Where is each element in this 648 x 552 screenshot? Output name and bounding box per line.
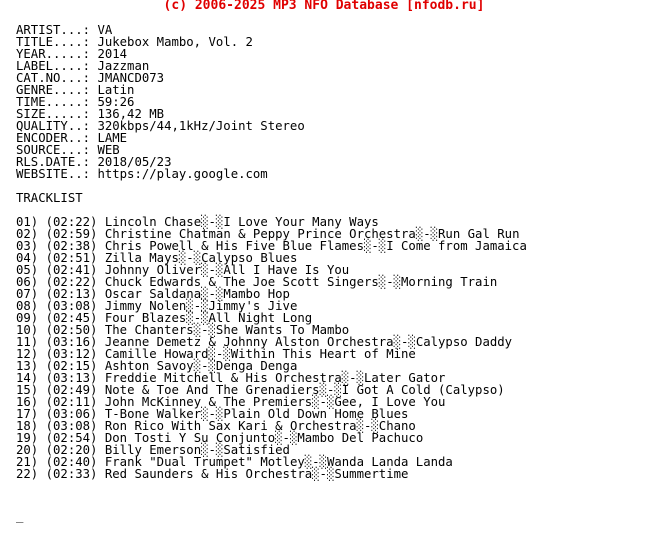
track-time: (03:13) bbox=[45, 371, 98, 385]
track-number: 05) bbox=[16, 263, 39, 277]
copyright-banner: (c) 2006-2025 MP3 NFO Database [nfodb.ru] bbox=[163, 0, 485, 13]
track-separator: ░-░ bbox=[312, 395, 335, 409]
track-separator: ░-░ bbox=[201, 287, 224, 301]
info-key: YEAR.....: bbox=[16, 47, 98, 61]
info-value: 59:26 bbox=[97, 95, 135, 109]
track-time: (02:33) bbox=[45, 467, 98, 481]
info-value: LAME bbox=[97, 131, 128, 145]
track-artist: Billy Emerson bbox=[104, 443, 202, 457]
track-artist: Frank "Dual Trumpet" Motley bbox=[104, 455, 305, 469]
info-value: Jazzman bbox=[97, 59, 150, 73]
track-title: Gee, I Love You bbox=[334, 395, 446, 409]
track-artist: Oscar Saldana bbox=[104, 287, 202, 301]
info-value: https://play.google.com bbox=[97, 167, 268, 181]
track-time: (02:38) bbox=[45, 239, 98, 253]
track-time: (02:59) bbox=[45, 227, 98, 241]
track-time: (02:15) bbox=[45, 359, 98, 373]
track-number: 22) bbox=[16, 467, 39, 481]
track-separator: ░-░ bbox=[312, 467, 335, 481]
track-artist: Don Tosti Y Su Conjunto bbox=[104, 431, 276, 445]
tracklist bbox=[16, 216, 527, 480]
track-number: 20) bbox=[16, 443, 39, 457]
info-value: Jukebox Mambo, Vol. 2 bbox=[97, 35, 253, 49]
track-artist: Ashton Savoy bbox=[104, 359, 194, 373]
track-time: (03:16) bbox=[45, 335, 98, 349]
track-number: 09) bbox=[16, 311, 39, 325]
track-time: (02:40) bbox=[45, 455, 98, 469]
track-time: (02:41) bbox=[45, 263, 98, 277]
track-number: 02) bbox=[16, 227, 39, 241]
track-separator: ░-░ bbox=[186, 299, 209, 313]
track-separator: ░-░ bbox=[201, 263, 224, 277]
track-separator: ░-░ bbox=[178, 251, 202, 265]
info-value: 136,42 MB bbox=[97, 107, 165, 121]
track-time: (03:06) bbox=[45, 407, 98, 421]
track-separator: ░-░ bbox=[363, 239, 387, 253]
track-number: 18) bbox=[16, 419, 39, 433]
track-time: (03:08) bbox=[45, 419, 98, 433]
track-artist: The Chanters bbox=[104, 323, 194, 337]
info-key: TIME.....: bbox=[16, 95, 98, 109]
track-time: (02:22) bbox=[45, 275, 98, 289]
track-artist: John McKinney & The Premiers bbox=[104, 395, 313, 409]
track-artist: Camille Howard bbox=[104, 347, 209, 361]
track-separator: ░-░ bbox=[193, 359, 216, 373]
track-title: She Wants To Mambo bbox=[215, 323, 350, 337]
track-title: Mambo Hop bbox=[223, 287, 290, 301]
info-key: SOURCE...: bbox=[16, 143, 98, 157]
track-number: 06) bbox=[16, 275, 39, 289]
track-number: 10) bbox=[16, 323, 39, 337]
track-time: (02:22) bbox=[45, 215, 98, 229]
track-number: 15) bbox=[16, 383, 39, 397]
info-key: GENRE....: bbox=[16, 83, 98, 97]
track-separator: ░-░ bbox=[201, 407, 224, 421]
track-row bbox=[16, 468, 527, 480]
release-info bbox=[16, 24, 305, 180]
track-time: (02:45) bbox=[45, 311, 98, 325]
track-title: Calypso Daddy bbox=[415, 335, 513, 349]
info-key: LABEL....: bbox=[16, 59, 98, 73]
info-key: WEBSITE..: bbox=[16, 167, 98, 181]
track-artist: Zilla Mays bbox=[104, 251, 179, 265]
tracklist-heading: TRACKLIST bbox=[16, 191, 83, 205]
track-title: Plain Old Down Home Blues bbox=[223, 407, 409, 421]
track-number: 19) bbox=[16, 431, 39, 445]
track-title: Morning Train bbox=[401, 275, 498, 289]
track-separator: ░-░ bbox=[275, 431, 298, 445]
track-title: I Love Your Many Ways bbox=[223, 215, 379, 229]
info-value: Latin bbox=[97, 83, 135, 97]
info-value: 2018/05/23 bbox=[97, 155, 172, 169]
track-number: 08) bbox=[16, 299, 39, 313]
track-artist: Johnny Oliver bbox=[104, 263, 202, 277]
track-time: (02:50) bbox=[45, 323, 98, 337]
info-value: JMANCD073 bbox=[97, 71, 165, 85]
track-time: (02:54) bbox=[45, 431, 98, 445]
track-title: I Got A Cold (Calypso) bbox=[341, 383, 505, 397]
info-key: RLS.DATE.: bbox=[16, 155, 98, 169]
track-title: Satisfied bbox=[223, 443, 290, 457]
track-title: All Night Long bbox=[208, 311, 313, 325]
track-number: 03) bbox=[16, 239, 39, 253]
track-number: 04) bbox=[16, 251, 39, 265]
track-number: 14) bbox=[16, 371, 39, 385]
track-time: (03:12) bbox=[45, 347, 98, 361]
track-separator: ░-░ bbox=[415, 227, 439, 241]
track-title: Later Gator bbox=[364, 371, 446, 385]
track-time: (02:13) bbox=[45, 287, 98, 301]
track-artist: Red Saunders & His Orchestra bbox=[104, 467, 313, 481]
info-key: TITLE....: bbox=[16, 35, 98, 49]
track-separator: ░-░ bbox=[393, 335, 416, 349]
info-key: CAT.NO...: bbox=[16, 71, 98, 85]
track-title: Chano bbox=[378, 419, 416, 433]
track-artist: Freddie Mitchell & His Orchestra bbox=[104, 371, 342, 385]
info-row bbox=[16, 168, 305, 180]
track-title: Wanda Landa Landa bbox=[326, 455, 453, 469]
track-artist: Jimmy Nolen bbox=[104, 299, 187, 313]
info-key: QUALITY..: bbox=[16, 119, 98, 133]
track-time: (02:11) bbox=[45, 395, 98, 409]
track-separator: ░-░ bbox=[201, 215, 224, 229]
track-number: 21) bbox=[16, 455, 39, 469]
track-title: Run Gal Run bbox=[438, 227, 520, 241]
track-separator: ░-░ bbox=[319, 383, 342, 397]
text-cursor: _ bbox=[16, 509, 24, 523]
track-artist: T-Bone Walker bbox=[104, 407, 202, 421]
track-number: 07) bbox=[16, 287, 39, 301]
info-key: ENCODER..: bbox=[16, 131, 98, 145]
track-time: (02:49) bbox=[45, 383, 98, 397]
track-number: 12) bbox=[16, 347, 39, 361]
track-title: Within This Heart of Mine bbox=[230, 347, 416, 361]
track-separator: ░-░ bbox=[356, 419, 379, 433]
track-title: Calypso Blues bbox=[201, 251, 298, 265]
track-number: 01) bbox=[16, 215, 39, 229]
track-title: Denga Denga bbox=[215, 359, 298, 373]
track-title: Summertime bbox=[334, 467, 409, 481]
info-value: WEB bbox=[97, 143, 120, 157]
track-artist: Note & Toe And The Grenadiers bbox=[104, 383, 320, 397]
track-artist: Ron Rico With Sax Kari & Orchestra bbox=[104, 419, 357, 433]
track-artist: Lincoln Chase bbox=[104, 215, 202, 229]
track-separator: ░-░ bbox=[208, 347, 231, 361]
track-artist: Chris Powell & His Five Blue Flames bbox=[104, 239, 364, 253]
track-artist: Christine Chatman & Peppy Prince Orchestra bbox=[104, 227, 416, 241]
track-artist: Jeanne Demetz & Johnny Alston Orchestra bbox=[104, 335, 394, 349]
track-separator: ░-░ bbox=[186, 311, 209, 325]
track-separator: ░-░ bbox=[378, 275, 402, 289]
track-title: All I Have Is You bbox=[223, 263, 350, 277]
info-key: SIZE.....: bbox=[16, 107, 98, 121]
track-separator: ░-░ bbox=[201, 443, 224, 457]
info-key: ARTIST...: bbox=[16, 23, 98, 37]
track-separator: ░-░ bbox=[341, 371, 364, 385]
track-number: 16) bbox=[16, 395, 39, 409]
track-title: Jimmy's Jive bbox=[208, 299, 298, 313]
track-time: (02:51) bbox=[45, 251, 98, 265]
track-number: 17) bbox=[16, 407, 39, 421]
track-title: Mambo Del Pachuco bbox=[297, 431, 424, 445]
info-value: 2014 bbox=[97, 47, 128, 61]
info-value: 320kbps/44,1kHz/Joint Stereo bbox=[97, 119, 305, 133]
track-separator: ░-░ bbox=[193, 323, 216, 337]
track-title: I Come from Jamaica bbox=[386, 239, 527, 253]
track-number: 11) bbox=[16, 335, 39, 349]
track-separator: ░-░ bbox=[304, 455, 327, 469]
track-time: (03:08) bbox=[45, 299, 98, 313]
track-number: 13) bbox=[16, 359, 39, 373]
track-time: (02:20) bbox=[45, 443, 98, 457]
track-artist: Chuck Edwards & The Joe Scott Singers bbox=[104, 275, 379, 289]
info-value: VA bbox=[97, 23, 113, 37]
track-artist: Four Blazes bbox=[104, 311, 187, 325]
